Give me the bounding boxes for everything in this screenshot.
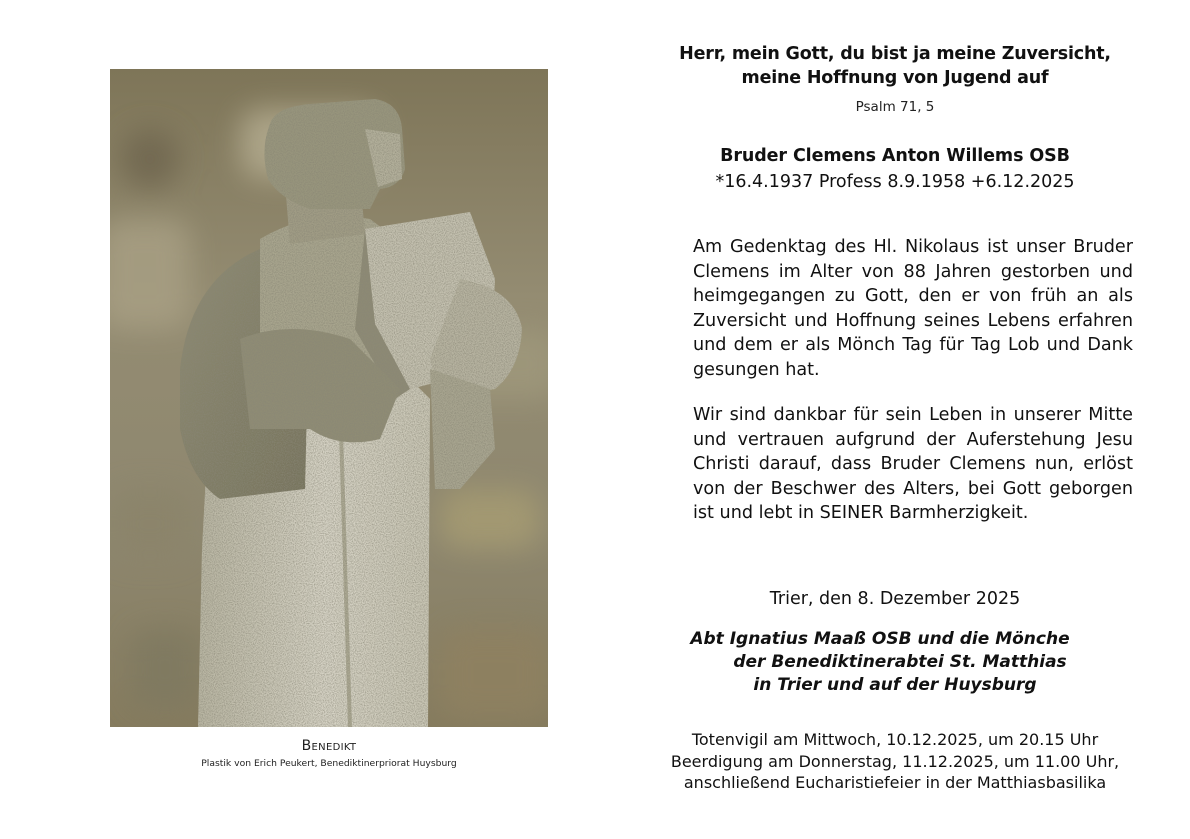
verse-line: Herr, mein Gott, du bist ja meine Zuversicht, xyxy=(679,44,1111,64)
verse-line: meine Hoffnung von Jugend auf xyxy=(741,68,1049,88)
signer-line: der Benediktinerabtei St. Matthias xyxy=(733,652,1067,672)
funeral-events xyxy=(600,729,1190,794)
signer-line: in Trier und auf der Huysburg xyxy=(753,675,1037,695)
verse-reference: Psalm 71, 5 xyxy=(855,99,935,115)
photo-caption-credit: Plastik von Erich Peukert, Benediktinerpriorat Huysburg xyxy=(201,758,457,769)
place-and-date: Trier, den 8. Dezember 2025 xyxy=(769,589,1021,609)
statue-image xyxy=(110,69,548,727)
signers xyxy=(600,628,1190,697)
deceased-dates: *16.4.1937 Profess 8.9.1958 +6.12.2025 xyxy=(715,172,1075,192)
body-paragraph: Am Gedenktag des Hl. Nikolaus ist unser Bruder Clemens im Alter von 88 Jahren gestorben und heimgegangen zu Gott, den er von früh an als Zuversicht und Hoffnung seines Lebens erfahren und dem er als Mönch Tag für Tag Lob und Dank gesungen hat. xyxy=(693,237,1133,380)
event-vigil: Totenvigil am Mittwoch, 10.12.2025, um 20.15 Uhr xyxy=(691,730,1099,749)
bible-verse xyxy=(600,42,1190,90)
event-burial: Beerdigung am Donnerstag, 11.12.2025, um 11.00 Uhr, xyxy=(670,751,1120,771)
event-eucharist: anschließend Eucharistiefeier in der Matthiasbasilika xyxy=(683,773,1107,792)
signer-line: Abt Ignatius Maaß OSB und die Mönche xyxy=(690,629,1070,649)
deceased-name: Bruder Clemens Anton Willems OSB xyxy=(720,146,1070,166)
body-paragraph: Wir sind dankbar für sein Leben in unserer Mitte und vertrauen aufgrund der Auferstehung Jesu Christi darauf, dass Bruder Clemens nun, erlöst von der Beschwer des Alters, bei Gott geborgen ist und lebt in SEINER Barmherzigkeit. xyxy=(693,405,1133,523)
statue-photo xyxy=(110,69,548,727)
photo-caption-title: Benedikt xyxy=(301,738,357,754)
